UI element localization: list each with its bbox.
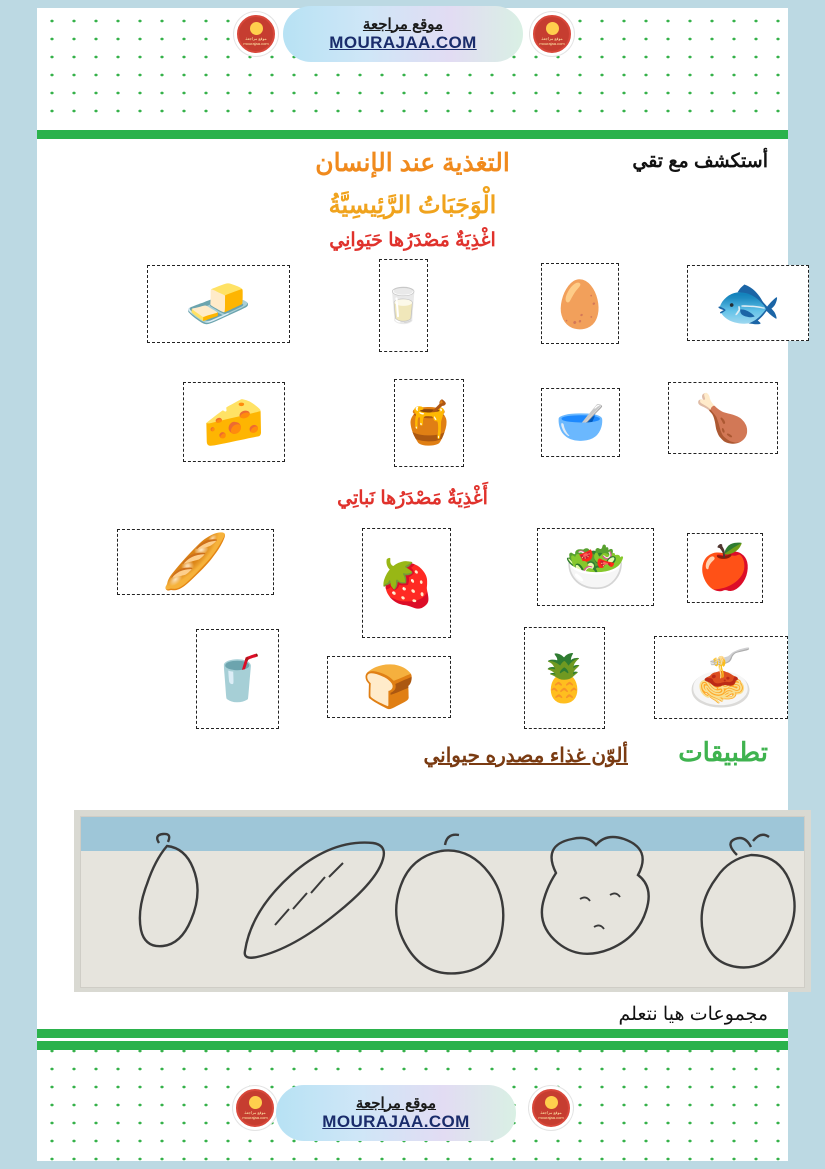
logo-caption: موقع مراجعة mourajaa.com bbox=[242, 1109, 268, 1120]
logo-caption: موقع مراجعة mourajaa.com bbox=[243, 35, 269, 46]
bread-loaf-icon: 🥖 bbox=[161, 532, 230, 592]
honey-icon: 🍯 bbox=[402, 399, 456, 446]
brand-english: MOURAJAA.COM bbox=[329, 32, 477, 52]
fish-icon: 🐟 bbox=[714, 273, 782, 333]
applications-row bbox=[37, 737, 788, 773]
cheese-card[interactable] bbox=[183, 382, 285, 462]
mourajaa-logo-icon-top-left[interactable] bbox=[234, 12, 278, 56]
pasta-icon: 🍝 bbox=[687, 647, 755, 708]
cheese-icon: 🧀 bbox=[202, 394, 266, 450]
yogurt-icon: 🥣 bbox=[555, 400, 606, 445]
fish-card[interactable] bbox=[687, 265, 809, 341]
bread-slice-sketch bbox=[516, 829, 676, 979]
logo-caption: موقع مراجعة mourajaa.com bbox=[538, 1109, 564, 1120]
brand-pill-top[interactable] bbox=[283, 6, 523, 62]
pepper-sketch bbox=[371, 829, 521, 979]
pasta-card[interactable] bbox=[654, 636, 788, 719]
section-heading-plant: أَغْذِيَةٌ مَصْدَرُها نَباتِي bbox=[337, 488, 488, 509]
jam-card[interactable] bbox=[362, 528, 451, 638]
bottom-green-rule-2 bbox=[37, 1041, 788, 1050]
roast-chicken-card[interactable] bbox=[668, 382, 778, 454]
fruit-basket-icon: 🍍 bbox=[535, 652, 594, 704]
roast-chicken-icon: 🍗 bbox=[694, 392, 752, 444]
egg-card[interactable] bbox=[541, 263, 619, 344]
brand-arabic: موقع مراجعة bbox=[362, 15, 444, 33]
juice-card[interactable] bbox=[196, 629, 279, 729]
worksheet-sheet bbox=[37, 8, 788, 1161]
juice-icon: 🥤 bbox=[210, 654, 265, 703]
fruit-basket-card[interactable] bbox=[524, 627, 605, 729]
sliced-bread-card[interactable] bbox=[327, 656, 451, 718]
page-subtitle: الْوَجَبَاتُ الرَّئِيسِيَّةُ bbox=[328, 192, 497, 219]
apple-card[interactable] bbox=[687, 533, 763, 603]
mourajaa-logo-icon-bottom-left[interactable] bbox=[233, 1086, 277, 1130]
mourajaa-logo-icon-top-right[interactable] bbox=[530, 12, 574, 56]
sliced-bread-icon: 🍞 bbox=[362, 663, 416, 710]
yogurt-card[interactable] bbox=[541, 388, 620, 457]
applications-label: تطبيقات bbox=[678, 737, 768, 767]
bottom-green-rule-1 bbox=[37, 1029, 788, 1038]
chicken-drumstick-sketch bbox=[111, 829, 241, 979]
logo-caption: موقع مراجعة mourajaa.com bbox=[539, 35, 565, 46]
milk-card[interactable] bbox=[379, 259, 428, 352]
groups-label: مجموعات هيا نتعلم bbox=[618, 1004, 768, 1025]
apple-icon: 🍎 bbox=[697, 543, 753, 592]
applications-instruction: ألوّن غذاء مصدره حيواني bbox=[423, 745, 628, 767]
brand-arabic: موقع مراجعة bbox=[355, 1094, 437, 1112]
mourajaa-logo-icon-bottom-right[interactable] bbox=[529, 1086, 573, 1130]
salad-icon: 🥗 bbox=[564, 539, 627, 595]
bread-loaf-card[interactable] bbox=[117, 529, 274, 595]
butter-icon: 🧈 bbox=[184, 274, 253, 334]
eggplant-sketch bbox=[691, 829, 811, 979]
baguette-sketch bbox=[231, 829, 391, 979]
jam-icon: 🍓 bbox=[377, 557, 436, 609]
top-green-rule bbox=[37, 130, 788, 139]
milk-icon: 🥛 bbox=[382, 286, 425, 325]
butter-card[interactable] bbox=[147, 265, 290, 343]
egg-icon: 🥚 bbox=[551, 277, 609, 330]
honey-card[interactable] bbox=[394, 379, 464, 467]
salad-card[interactable] bbox=[537, 528, 654, 606]
photo-inner bbox=[80, 816, 805, 988]
handwritten-worksheet-photo bbox=[74, 810, 811, 992]
section-heading-animal: اغْذِيَةٌ مَصْدَرُها حَيَوانِي bbox=[329, 230, 496, 251]
explore-label: أستكشف مع تقي bbox=[632, 151, 768, 172]
brand-english: MOURAJAA.COM bbox=[322, 1111, 470, 1131]
page-title: التغذية عند الإنسان bbox=[315, 149, 510, 177]
brand-pill-bottom[interactable] bbox=[276, 1085, 516, 1141]
